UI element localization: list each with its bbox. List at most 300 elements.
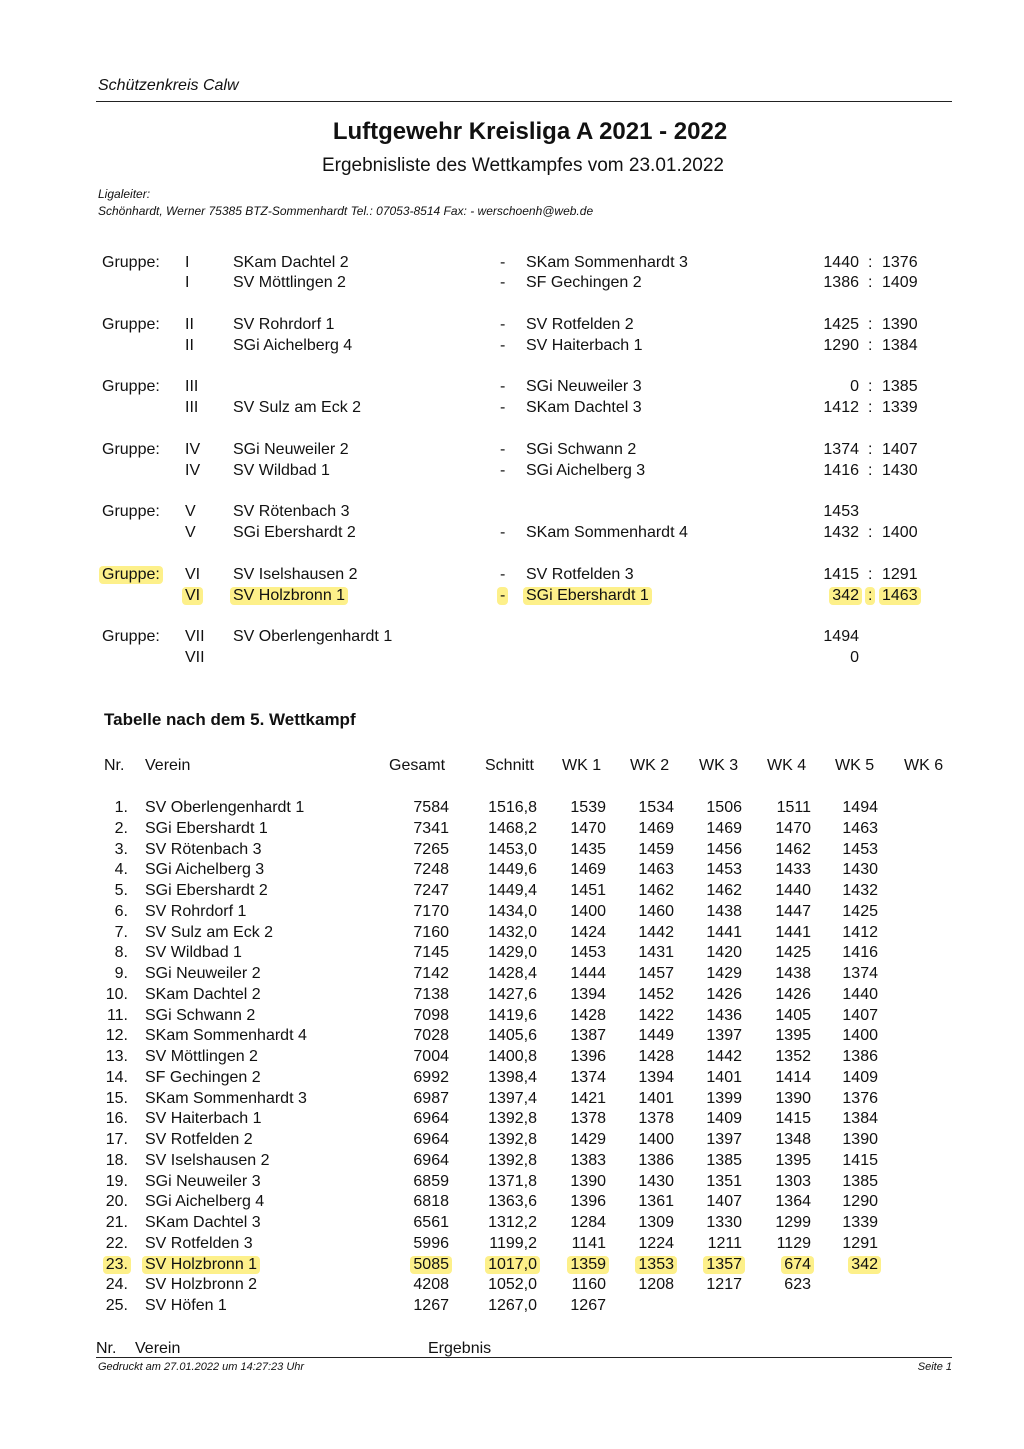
cell-wk5: 1463 [842, 819, 878, 837]
match-away-team: SV Rotfelden 2 [526, 316, 634, 333]
col-header-gesamt: Gesamt [389, 757, 446, 774]
match-score-away: 1291 [882, 566, 918, 583]
cell-wk3: 1429 [706, 965, 742, 982]
cell-wk1: 1400 [570, 902, 606, 920]
match-score-away: 1339 [882, 399, 918, 416]
match-home-team: SV Rohrdorf 1 [233, 316, 335, 333]
cell-wk2: 1534 [638, 799, 674, 816]
cell-average: 1516,8 [488, 799, 537, 816]
match-score-home: 1290 [823, 337, 859, 354]
cell-wk4: 1441 [775, 923, 811, 941]
match-score-away: 1400 [882, 524, 918, 541]
cell-wk1: 1469 [570, 861, 606, 879]
cell-wk2: 1208 [638, 1276, 674, 1294]
cell-wk2: 1386 [638, 1151, 674, 1169]
cell-wk4: 1433 [775, 861, 811, 879]
cell-wk3: 1441 [706, 923, 742, 941]
cell-wk2: 1361 [638, 1193, 674, 1211]
cell-wk3: 1456 [706, 840, 742, 858]
match-away-team: SGi Schwann 2 [526, 441, 637, 458]
cell-rank: 6. [114, 902, 128, 920]
match-away-team: SV Rotfelden 3 [526, 566, 634, 583]
cell-wk1: 1141 [571, 1234, 606, 1252]
cell-wk3: 1426 [706, 985, 742, 1003]
cell-wk4: 1511 [776, 799, 811, 816]
match-gruppe-label: Gruppe: [102, 378, 160, 395]
cell-rank: 8. [114, 944, 128, 962]
cell-wk5: 1430 [842, 861, 878, 879]
match-score-home: 1415 [823, 566, 859, 583]
cell-total: 7160 [413, 923, 449, 941]
match-gruppe-label: Gruppe: [99, 566, 163, 584]
cell-wk4: 1405 [775, 1006, 811, 1024]
cell-wk1: 1444 [570, 965, 606, 982]
match-colon: : [868, 337, 873, 354]
cell-wk5: 1400 [842, 1027, 878, 1045]
cell-wk1: 1429 [570, 1131, 606, 1148]
match-away-team: SKam Sommenhardt 3 [526, 254, 688, 271]
cell-wk4: 1352 [775, 1048, 811, 1065]
cell-club: SV Rotfelden 2 [145, 1131, 253, 1148]
cell-wk1: 1378 [570, 1110, 606, 1128]
match-score-away: 1430 [882, 462, 918, 479]
cell-wk1: 1421 [570, 1089, 606, 1107]
match-dash: - [500, 274, 506, 291]
cell-wk1: 1428 [570, 1006, 606, 1024]
match-dash: - [500, 316, 506, 333]
cell-total: 6964 [413, 1151, 449, 1169]
cell-wk2: 1394 [638, 1068, 674, 1086]
cell-wk5: 1384 [842, 1110, 878, 1128]
cell-club: SV Oberlengenhardt 1 [145, 799, 305, 816]
cell-total: 6992 [413, 1068, 449, 1086]
match-home-team: SGi Neuweiler 2 [233, 441, 349, 458]
footer-ergebnis-label: Ergebnis [428, 1340, 492, 1357]
cell-wk4: 1129 [776, 1234, 811, 1252]
cell-average: 1434,0 [488, 902, 537, 920]
cell-total: 7098 [413, 1006, 449, 1024]
cell-club: SKam Sommenhardt 4 [145, 1027, 307, 1045]
cell-total: 7341 [413, 819, 449, 837]
col-header-wk4: WK 4 [767, 757, 807, 774]
cell-rank: 20. [105, 1193, 128, 1211]
match-group: III [185, 399, 199, 416]
match-dash: - [500, 378, 506, 395]
cell-rank: 22. [105, 1234, 128, 1252]
cell-wk5: 1432 [842, 882, 878, 899]
cell-average: 1397,4 [488, 1089, 537, 1107]
cell-average: 1312,2 [488, 1214, 537, 1231]
cell-club: SGi Neuweiler 2 [145, 965, 261, 982]
cell-wk1: 1424 [570, 923, 606, 941]
cell-wk1: 1396 [570, 1193, 606, 1211]
match-dash: - [500, 441, 506, 458]
cell-average: 1449,4 [488, 882, 537, 899]
col-header-schnitt: Schnitt [485, 757, 534, 774]
match-home-team: SGi Ebershardt 2 [233, 524, 356, 541]
match-score-home: 0 [850, 649, 859, 666]
printed-timestamp: Gedruckt am 27.01.2022 um 14:27:23 Uhr [98, 1361, 305, 1373]
cell-rank: 1. [114, 799, 128, 816]
cell-total: 7138 [413, 985, 449, 1003]
cell-wk2: 1462 [638, 882, 674, 899]
page-subtitle: Ergebnisliste des Wettkampfes vom 23.01.2022 [321, 155, 725, 176]
match-dash: - [500, 399, 506, 416]
match-dash: - [500, 254, 506, 271]
cell-rank: 17. [105, 1131, 128, 1148]
match-away-team: SV Haiterbach 1 [526, 337, 643, 354]
cell-wk1: 1284 [570, 1214, 606, 1231]
match-gruppe-label: Gruppe: [102, 441, 160, 458]
cell-club: SV Rötenbach 3 [145, 840, 262, 858]
cell-wk5: 1407 [842, 1006, 878, 1024]
cell-wk5: 1290 [842, 1193, 878, 1211]
cell-wk1: 1453 [570, 944, 606, 962]
cell-club: SKam Sommenhardt 3 [145, 1089, 307, 1107]
match-group: I [185, 274, 190, 291]
cell-wk1: 1374 [570, 1068, 606, 1086]
cell-wk5: 1339 [842, 1214, 878, 1231]
cell-wk2: 1463 [638, 861, 674, 879]
cell-wk4: 1415 [775, 1110, 811, 1128]
col-header-verein: Verein [145, 757, 191, 774]
match-score-away: 1463 [879, 587, 921, 605]
match-away-team: SKam Sommenhardt 4 [526, 524, 688, 541]
cell-wk3: 1401 [706, 1068, 742, 1086]
cell-wk4: 1462 [775, 840, 811, 858]
cell-wk2: 1378 [638, 1110, 674, 1128]
cell-total: 7004 [413, 1048, 449, 1065]
cell-average: 1400,8 [488, 1048, 537, 1065]
cell-rank: 5. [114, 882, 128, 899]
cell-club: SGi Ebershardt 2 [145, 882, 268, 899]
cell-rank: 7. [114, 923, 128, 941]
cell-wk4: 1395 [775, 1027, 811, 1045]
cell-club: SKam Dachtel 2 [145, 985, 261, 1003]
cell-rank: 15. [105, 1089, 128, 1107]
cell-wk4: 1303 [775, 1172, 811, 1190]
cell-total: 4208 [413, 1276, 449, 1294]
cell-wk5: 1390 [842, 1131, 878, 1148]
cell-wk3: 1330 [706, 1214, 742, 1231]
match-away-team: SGi Ebershardt 1 [523, 587, 652, 605]
cell-wk5: 1374 [842, 965, 878, 982]
match-home-team: SV Iselshausen 2 [233, 566, 358, 583]
cell-wk5: 1385 [842, 1172, 878, 1190]
cell-average: 1392,8 [488, 1151, 537, 1169]
match-group: V [185, 503, 196, 520]
cell-wk4: 1470 [775, 819, 811, 837]
cell-wk5: 1412 [842, 923, 878, 941]
cell-wk3: 1506 [706, 799, 742, 816]
cell-wk1: 1387 [570, 1027, 606, 1045]
match-group: VII [185, 628, 205, 645]
cell-wk3: 1438 [706, 902, 742, 920]
match-home-team: SV Rötenbach 3 [233, 503, 350, 520]
match-colon: : [868, 316, 873, 333]
cell-wk4: 1414 [775, 1068, 811, 1086]
cell-rank: 16. [105, 1110, 128, 1128]
cell-average: 1419,6 [488, 1006, 537, 1024]
cell-average: 1432,0 [488, 923, 537, 941]
cell-total: 5085 [410, 1256, 452, 1274]
cell-average: 1427,6 [488, 985, 537, 1003]
cell-wk2: 1449 [638, 1027, 674, 1045]
cell-rank: 11. [106, 1006, 128, 1024]
cell-rank: 3. [114, 840, 128, 858]
cell-wk2: 1430 [638, 1172, 674, 1190]
cell-wk2: 1400 [638, 1131, 674, 1148]
match-score-home: 1412 [823, 399, 859, 416]
match-score-away: 1376 [882, 254, 918, 271]
cell-wk3: 1397 [706, 1027, 742, 1045]
cell-wk3: 1397 [706, 1131, 742, 1148]
cell-total: 7265 [413, 840, 449, 858]
match-dash: - [497, 587, 508, 605]
cell-wk3: 1469 [706, 819, 742, 837]
cell-rank: 9. [114, 965, 128, 982]
cell-wk1: 1435 [570, 840, 606, 858]
cell-wk3: 1385 [706, 1151, 742, 1169]
col-header-wk2: WK 2 [630, 757, 670, 774]
match-group: VI [185, 566, 201, 583]
cell-wk1: 1470 [570, 819, 606, 837]
cell-wk3: 1462 [706, 882, 742, 899]
col-header-wk5: WK 5 [835, 757, 875, 774]
match-dash: - [500, 337, 506, 354]
cell-wk1: 1539 [570, 799, 606, 816]
match-score-home: 1494 [823, 628, 859, 645]
match-dash: - [500, 462, 506, 479]
cell-wk3: 1409 [706, 1110, 742, 1128]
cell-average: 1428,4 [488, 965, 537, 982]
cell-wk2: 1353 [635, 1256, 677, 1274]
cell-club: SGi Aichelberg 4 [145, 1193, 265, 1211]
match-colon: : [868, 378, 873, 395]
cell-club: SV Haiterbach 1 [145, 1110, 262, 1128]
match-group: II [185, 337, 194, 354]
match-colon: : [868, 441, 873, 458]
match-away-team: SF Gechingen 2 [526, 274, 642, 291]
match-away-team: SKam Dachtel 3 [526, 399, 642, 416]
match-colon: : [868, 399, 873, 416]
cell-club: SV Höfen 1 [145, 1297, 227, 1314]
cell-average: 1429,0 [488, 944, 537, 962]
cell-club: SV Rohrdorf 1 [145, 902, 247, 920]
cell-average: 1267,0 [488, 1297, 537, 1314]
col-header-wk1: WK 1 [562, 757, 602, 774]
ligaleiter-label: Ligaleiter: [98, 187, 151, 201]
cell-wk4: 1440 [775, 882, 811, 899]
cell-wk1: 1267 [570, 1297, 606, 1314]
cell-wk1: 1451 [570, 882, 606, 899]
match-group: II [185, 316, 194, 333]
cell-average: 1449,6 [488, 861, 537, 879]
match-away-team: SGi Aichelberg 3 [526, 462, 646, 479]
cell-club: SV Holzbronn 2 [145, 1276, 258, 1294]
cell-average: 1363,6 [488, 1193, 537, 1211]
match-score-home: 342 [829, 587, 862, 605]
cell-club: SV Iselshausen 2 [145, 1151, 270, 1169]
cell-rank: 19. [105, 1172, 128, 1190]
cell-wk2: 1459 [638, 840, 674, 858]
org-name: Schützenkreis Calw [98, 77, 239, 94]
match-colon: : [868, 274, 873, 291]
match-gruppe-label: Gruppe: [102, 254, 160, 271]
match-away-team: SGi Neuweiler 3 [526, 378, 642, 395]
cell-wk2: 1457 [638, 965, 674, 982]
col-header-wk6: WK 6 [904, 757, 944, 774]
cell-wk1: 1383 [570, 1151, 606, 1169]
cell-wk3: 1211 [707, 1234, 742, 1252]
cell-wk2: 1309 [638, 1214, 674, 1231]
cell-wk5: 1386 [842, 1048, 878, 1065]
cell-wk2: 1431 [638, 944, 674, 962]
match-score-away: 1409 [882, 274, 918, 291]
cell-wk3: 1217 [706, 1276, 742, 1294]
cell-club: SV Möttlingen 2 [145, 1048, 258, 1065]
cell-club: SKam Dachtel 3 [145, 1214, 261, 1231]
cell-rank: 24. [105, 1276, 128, 1294]
cell-wk3: 1351 [706, 1172, 742, 1190]
cell-average: 1453,0 [488, 840, 537, 858]
cell-total: 7247 [413, 882, 449, 899]
match-score-home: 1453 [823, 503, 859, 520]
cell-wk4: 1395 [775, 1151, 811, 1169]
cell-wk4: 1390 [775, 1089, 811, 1107]
cell-wk4: 1299 [775, 1214, 811, 1231]
cell-average: 1405,6 [488, 1027, 537, 1045]
cell-rank: 4. [114, 861, 128, 879]
cell-club: SV Holzbronn 1 [142, 1256, 260, 1274]
cell-total: 1267 [413, 1297, 449, 1314]
match-group: VI [182, 587, 203, 605]
cell-wk3: 1407 [706, 1193, 742, 1211]
cell-wk3: 1399 [706, 1089, 742, 1107]
cell-club: SV Wildbad 1 [145, 944, 242, 962]
cell-wk4: 1348 [775, 1131, 811, 1148]
cell-average: 1199,2 [489, 1234, 537, 1252]
cell-wk5: 1453 [842, 840, 878, 858]
cell-wk2: 1401 [638, 1089, 674, 1107]
match-score-away: 1385 [882, 378, 918, 395]
match-home-team: SV Holzbronn 1 [230, 587, 348, 605]
match-group: III [185, 378, 199, 395]
cell-total: 7248 [413, 861, 449, 879]
match-colon: : [868, 254, 873, 271]
match-score-away: 1384 [882, 337, 918, 354]
match-score-away: 1390 [882, 316, 918, 333]
cell-total: 7028 [413, 1027, 449, 1045]
match-group: I [185, 254, 190, 271]
cell-rank: 25. [105, 1297, 128, 1314]
cell-wk1: 1160 [571, 1276, 606, 1294]
cell-wk2: 1224 [638, 1234, 674, 1252]
cell-wk5: 1494 [842, 799, 878, 816]
cell-wk4: 1364 [775, 1193, 811, 1211]
ligaleiter-contact: Schönhardt, Werner 75385 BTZ-Sommenhardt Tel.: 07053-8514 Fax: - werschoenh@web.de [98, 204, 594, 218]
cell-rank: 21. [105, 1214, 128, 1231]
match-home-team: SGi Aichelberg 4 [233, 337, 353, 354]
header-rule [96, 101, 952, 102]
table-section-title: Tabelle nach dem 5. Wettkampf [104, 710, 356, 729]
cell-wk5: 342 [848, 1256, 881, 1274]
page-number: Seite 1 [917, 1361, 952, 1373]
cell-total: 6859 [413, 1172, 449, 1190]
match-dash: - [500, 566, 506, 583]
cell-total: 7142 [413, 965, 449, 982]
cell-total: 7145 [413, 944, 449, 962]
cell-wk3: 1357 [703, 1256, 745, 1274]
match-score-away: 1407 [882, 441, 918, 458]
cell-wk2: 1428 [638, 1048, 674, 1065]
cell-average: 1017,0 [485, 1256, 540, 1274]
footer-verein-label: Verein [135, 1340, 181, 1357]
match-home-team: SV Oberlengenhardt 1 [233, 628, 393, 645]
cell-total: 5996 [413, 1234, 449, 1252]
match-home-team: SV Sulz am Eck 2 [233, 399, 362, 416]
cell-wk1: 1394 [570, 985, 606, 1003]
cell-rank: 2. [114, 819, 128, 837]
col-header-wk3: WK 3 [699, 757, 739, 774]
col-header-nr: Nr. [104, 757, 125, 774]
match-colon: : [868, 566, 873, 583]
cell-wk2: 1442 [638, 923, 674, 941]
cell-rank: 18. [105, 1151, 128, 1169]
footer-rule [96, 1357, 952, 1358]
match-dash: - [500, 524, 506, 541]
cell-club: SGi Ebershardt 1 [145, 819, 268, 837]
cell-rank: 13. [105, 1048, 128, 1065]
cell-wk5: 1425 [842, 902, 878, 920]
cell-club: SV Rotfelden 3 [145, 1234, 253, 1252]
cell-wk1: 1396 [570, 1048, 606, 1065]
cell-wk4: 623 [784, 1276, 811, 1294]
cell-wk1: 1390 [570, 1172, 606, 1190]
cell-wk3: 1442 [706, 1048, 742, 1065]
cell-rank: 10. [105, 985, 128, 1003]
match-colon: : [865, 587, 875, 605]
match-score-home: 1416 [823, 462, 859, 479]
cell-wk2: 1469 [638, 819, 674, 837]
match-gruppe-label: Gruppe: [102, 316, 160, 333]
match-group: IV [185, 462, 201, 479]
cell-wk2: 1460 [638, 902, 674, 920]
cell-wk5: 1291 [842, 1234, 878, 1252]
cell-wk3: 1420 [706, 944, 742, 962]
cell-rank: 14. [105, 1068, 128, 1086]
cell-total: 7584 [413, 799, 449, 816]
cell-total: 6561 [413, 1214, 449, 1231]
page-title: Luftgewehr Kreisliga A 2021 - 2022 [332, 118, 728, 145]
cell-club: SGi Aichelberg 3 [145, 861, 265, 879]
cell-wk2: 1422 [638, 1006, 674, 1024]
cell-wk1: 1359 [567, 1256, 609, 1274]
cell-total: 6987 [413, 1089, 449, 1107]
match-colon: : [868, 462, 873, 479]
cell-wk3: 1453 [706, 861, 742, 879]
cell-rank: 12. [105, 1027, 128, 1045]
match-score-home: 1425 [823, 316, 859, 333]
cell-wk4: 674 [781, 1256, 814, 1274]
cell-total: 6964 [413, 1110, 449, 1128]
cell-wk3: 1436 [706, 1006, 742, 1024]
cell-average: 1371,8 [488, 1172, 537, 1190]
match-score-home: 1440 [823, 254, 859, 271]
cell-average: 1392,8 [488, 1131, 537, 1148]
cell-wk4: 1438 [775, 965, 811, 982]
match-gruppe-label: Gruppe: [102, 503, 160, 520]
